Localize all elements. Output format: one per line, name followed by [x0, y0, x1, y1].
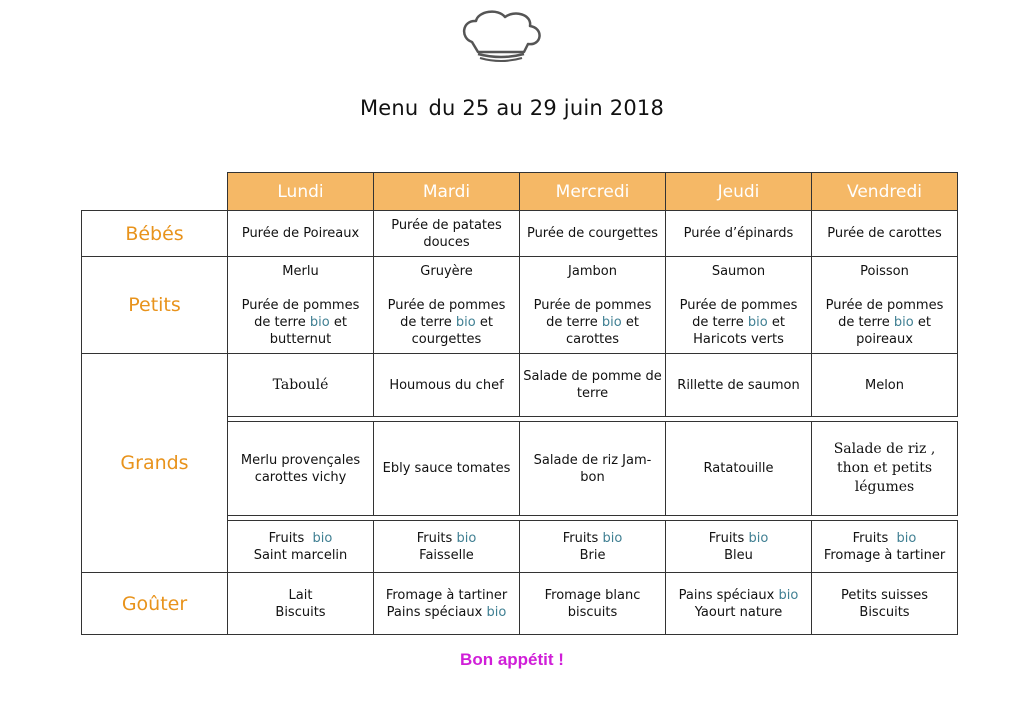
menu-cell: Fromage blanc biscuits	[520, 573, 666, 635]
main-dish: Poisson	[860, 263, 909, 279]
menu-cell: Fromage à tartiner Pains spéciaux bio	[374, 573, 520, 635]
page-title: Menu du 25 au 29 juin 2018	[359, 96, 665, 120]
menu-cell: Rillette de saumon	[666, 354, 812, 417]
menu-cell: Melon	[812, 354, 958, 417]
day-header: Mardi	[374, 173, 520, 211]
day-header: Jeudi	[666, 173, 812, 211]
main-dish: Gruyère	[420, 263, 473, 279]
menu-cell: Salade de pomme de terre	[520, 354, 666, 417]
menu-cell: Ebly sauce tomates	[374, 422, 520, 516]
menu-cell: Purée de Poireaux	[228, 211, 374, 257]
menu-cell	[520, 257, 666, 354]
menu-cell: Lait Biscuits	[228, 573, 374, 635]
menu-cell: Salade de riz , thon et petits légumes	[812, 422, 958, 516]
side-dish: Purée de pommes de terre bio et poireaux	[825, 297, 944, 347]
menu-cell: Merlu provençales carottes vichy	[228, 422, 374, 516]
main-dish: Jambon	[568, 263, 617, 279]
day-header: Lundi	[228, 173, 374, 211]
menu-cell: Taboulé	[228, 354, 374, 417]
menu-cell: Purée de carottes	[812, 211, 958, 257]
menu-cell: Fruits bio Bleu	[666, 521, 812, 573]
menu-cell: Purée de patates douces	[374, 211, 520, 257]
menu-cell	[666, 257, 812, 354]
main-dish: Saumon	[711, 263, 766, 279]
row-label-bebes: Bébés	[82, 211, 228, 257]
row-label-petits: Petits	[82, 257, 228, 354]
menu-cell: Fruits bio Saint marcelin	[228, 521, 374, 573]
menu-table	[81, 172, 958, 635]
menu-cell: Fruits bio Brie	[520, 521, 666, 573]
main-dish: Merlu	[282, 263, 319, 279]
row-label-grands: Grands	[82, 354, 228, 573]
side-dish: Purée de pommes de terre bio et Haricots verts	[679, 297, 798, 347]
row-label-gouter: Goûter	[82, 573, 228, 635]
menu-cell: Pains spéciaux bio Yaourt nature	[666, 573, 812, 635]
side-dish: Purée de pommes de terre bio et courgettes	[387, 297, 506, 347]
blank-header	[82, 173, 228, 211]
day-header: Vendredi	[812, 173, 958, 211]
day-header: Mercredi	[520, 173, 666, 211]
menu-cell: Ratatouille	[666, 422, 812, 516]
menu-cell: Petits suisses Biscuits	[812, 573, 958, 635]
menu-cell: Fruits bio Faisselle	[374, 521, 520, 573]
menu-cell: Purée de courgettes	[520, 211, 666, 257]
menu-cell: Purée d’épinards	[666, 211, 812, 257]
menu-cell: Fruits bio Fromage à tartiner	[812, 521, 958, 573]
chef-hat-icon	[458, 8, 544, 64]
side-dish: Purée de pommes de terre bio et butternut	[241, 297, 360, 347]
menu-cell	[374, 257, 520, 354]
menu-cell	[812, 257, 958, 354]
side-dish: Purée de pommes de terre bio et carottes	[533, 297, 652, 347]
menu-cell: Houmous du chef	[374, 354, 520, 417]
menu-cell	[228, 257, 374, 354]
footer-message: Bon appétit !	[460, 650, 564, 669]
menu-cell: Salade de riz Jam-bon	[520, 422, 666, 516]
